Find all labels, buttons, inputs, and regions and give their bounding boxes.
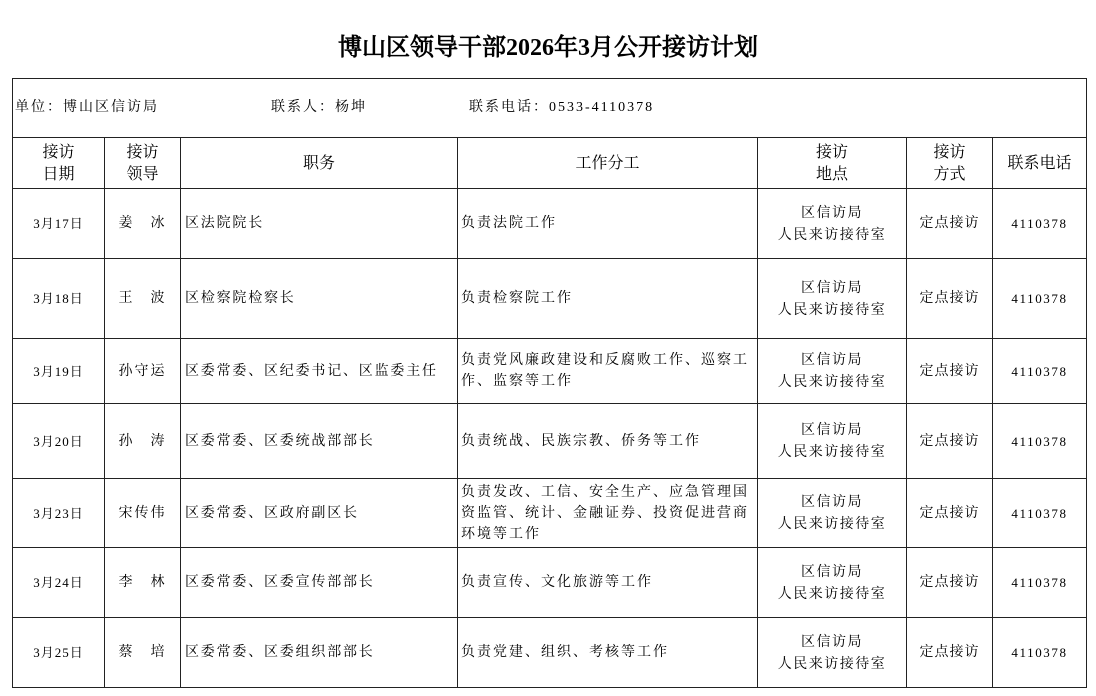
date-cell: 3月20日 [13, 404, 105, 479]
location-line: 人民来访接待室 [777, 655, 887, 672]
header-date: 接访 日期 [13, 138, 105, 189]
location-line: 区信访局 [801, 352, 863, 368]
page-title: 博山区领导干部2026年3月公开接访计划 [338, 35, 758, 61]
location-line: 人民来访接待室 [777, 226, 887, 243]
leader-cell: 王 波 [105, 259, 181, 339]
header-duty: 工作分工 [458, 138, 758, 189]
location-cell [758, 404, 907, 479]
header-method: 接访 方式 [907, 138, 993, 189]
phone-cell: 4110378 [993, 479, 1087, 548]
duty-cell: 负责检察院工作 [458, 259, 758, 339]
location-line: 区信访局 [801, 563, 863, 580]
leader-cell: 孙守运 [105, 339, 181, 404]
header-leader: 接访 领导 [105, 138, 181, 189]
position-cell: 区委常委、区政府副区长 [181, 479, 458, 548]
date-cell: 3月19日 [13, 339, 105, 404]
leader-cell: 姜 冰 [105, 189, 181, 259]
location-line: 区信访局 [801, 422, 863, 438]
location-cell [758, 339, 907, 404]
table-row [13, 189, 1087, 259]
visit-plan-table [12, 78, 1087, 688]
location-line: 人民来访接待室 [777, 374, 887, 390]
date-cell: 3月24日 [13, 548, 105, 618]
duty-cell: 负责党建、组织、考核等工作 [458, 618, 758, 688]
position-cell: 区法院院长 [181, 189, 458, 259]
phone-cell: 4110378 [993, 404, 1087, 479]
duty-cell: 负责法院工作 [458, 189, 758, 259]
location-line: 区信访局 [801, 633, 863, 650]
position-cell: 区委常委、区纪委书记、区监委主任 [181, 339, 458, 404]
leader-cell: 宋传伟 [105, 479, 181, 548]
location-line: 区信访局 [801, 204, 863, 221]
location-cell [758, 618, 907, 688]
location-cell [758, 548, 907, 618]
method-cell: 定点接访 [907, 548, 993, 618]
table-row [13, 259, 1087, 339]
position-cell: 区委常委、区委统战部部长 [181, 404, 458, 479]
method-cell: 定点接访 [907, 259, 993, 339]
location-cell [758, 259, 907, 339]
unit-text: 单位：博山区信访局 [15, 100, 159, 115]
leader-cell: 蔡 培 [105, 618, 181, 688]
contact-phone-text: 联系电话：0533-4110378 [469, 100, 655, 115]
info-row [13, 79, 1087, 138]
header-position: 职务 [181, 138, 458, 189]
table-row [13, 548, 1087, 618]
header-phone: 联系电话 [993, 138, 1087, 189]
duty-cell: 负责党风廉政建设和反腐败工作、巡察工作、监察等工作 [458, 339, 758, 404]
table-row [13, 618, 1087, 688]
location-line: 人民来访接待室 [777, 585, 887, 602]
method-cell: 定点接访 [907, 618, 993, 688]
phone-cell: 4110378 [993, 259, 1087, 339]
phone-cell: 4110378 [993, 189, 1087, 259]
method-cell: 定点接访 [907, 479, 993, 548]
position-cell: 区委常委、区委宣传部部长 [181, 548, 458, 618]
duty-cell: 负责统战、民族宗教、侨务等工作 [458, 404, 758, 479]
date-cell: 3月25日 [13, 618, 105, 688]
location-line: 人民来访接待室 [777, 516, 887, 532]
method-cell: 定点接访 [907, 339, 993, 404]
position-cell: 区检察院检察长 [181, 259, 458, 339]
location-cell [758, 189, 907, 259]
date-cell: 3月23日 [13, 479, 105, 548]
info-cell [13, 79, 1087, 138]
table-row [13, 479, 1087, 548]
duty-cell: 负责宣传、文化旅游等工作 [458, 548, 758, 618]
date-cell: 3月18日 [13, 259, 105, 339]
location-line: 人民来访接待室 [777, 444, 887, 460]
method-cell: 定点接访 [907, 189, 993, 259]
contact-person-text: 联系人：杨坤 [271, 100, 367, 115]
phone-cell: 4110378 [993, 618, 1087, 688]
phone-cell: 4110378 [993, 548, 1087, 618]
location-cell [758, 479, 907, 548]
location-line: 人民来访接待室 [777, 301, 887, 318]
table-row [13, 404, 1087, 479]
date-cell: 3月17日 [13, 189, 105, 259]
leader-cell: 李 林 [105, 548, 181, 618]
location-line: 区信访局 [801, 494, 863, 510]
table-row [13, 339, 1087, 404]
phone-cell: 4110378 [993, 339, 1087, 404]
position-cell: 区委常委、区委组织部部长 [181, 618, 458, 688]
table-header-row [13, 138, 1087, 189]
duty-cell: 负责发改、工信、安全生产、应急管理国资监管、统计、金融证券、投资促进营商环境等工作 [458, 479, 758, 548]
header-location: 接访 地点 [758, 138, 907, 189]
location-line: 区信访局 [801, 279, 863, 296]
leader-cell: 孙 涛 [105, 404, 181, 479]
method-cell: 定点接访 [907, 404, 993, 479]
